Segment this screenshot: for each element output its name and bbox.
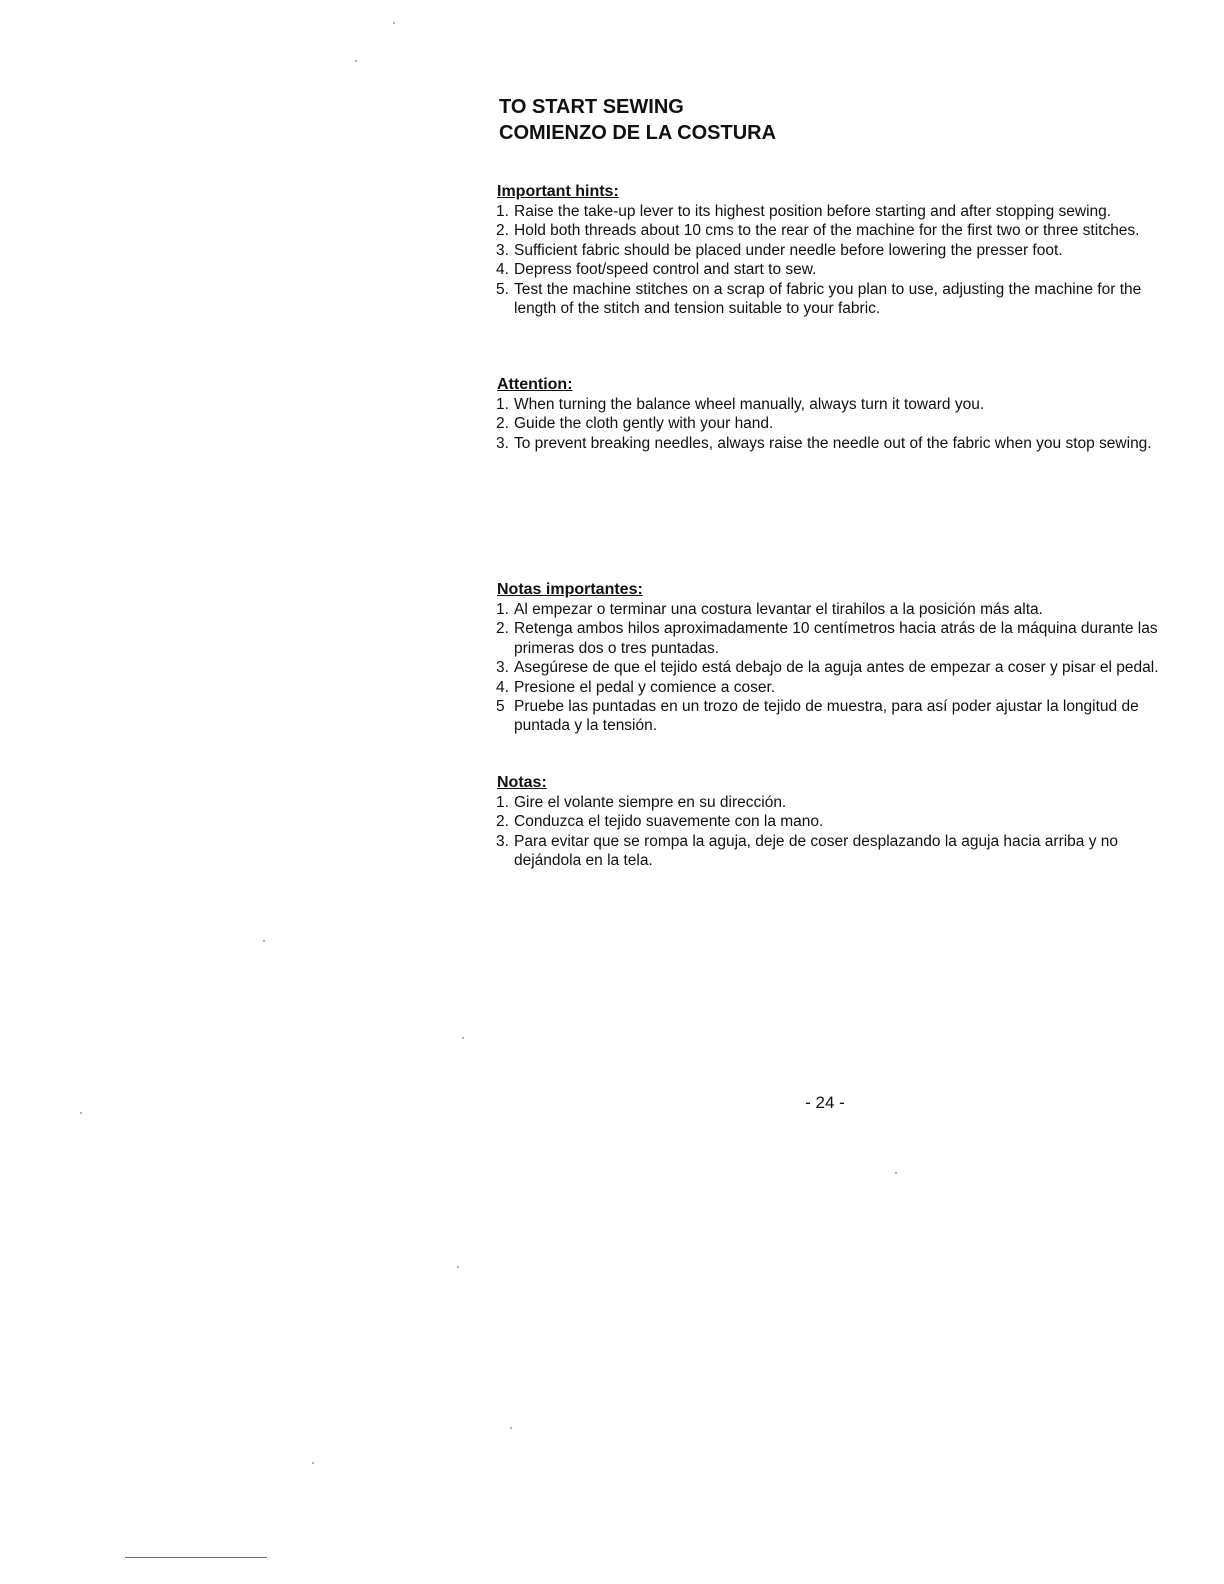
scan-speck: [462, 1037, 464, 1039]
section-heading: Notas importantes:: [497, 581, 643, 598]
item-text: Al empezar o terminar una costura levantar el tirahilos a la posición más alta.: [514, 601, 1043, 618]
item-number: 3.: [496, 241, 509, 259]
item-text: Presione el pedal y comience a coser.: [514, 678, 776, 696]
scan-speck: [355, 60, 357, 62]
list-item: [496, 658, 1166, 677]
scan-speck: [312, 1462, 314, 1464]
item-text: Hold both threads about 10 cms to the rear of the machine for the first two or three stitches.: [514, 222, 1140, 240]
item-text: Pruebe las puntadas en un trozo de tejido de muestra, para así poder ajustar la longitud de puntada y la tensión.: [514, 698, 1139, 735]
list-item: [496, 832, 1166, 871]
list-item: [496, 619, 1166, 658]
item-text: To prevent breaking needles, always raise the needle out of the fabric when you stop sewing.: [514, 434, 1152, 452]
list-item: [496, 221, 1166, 240]
item-text: Depress foot/speed control and start to sew.: [514, 261, 817, 279]
section-heading: Important hints:: [497, 183, 619, 200]
list-item: [496, 414, 1166, 433]
list-item: [496, 241, 1166, 260]
page-title-spanish: COMIENZO DE LA COSTURA: [499, 122, 777, 144]
list-item: [496, 697, 1166, 736]
attention-list: [496, 395, 1166, 453]
list-item: [496, 434, 1166, 453]
item-number: 2.: [496, 222, 509, 240]
list-item: [496, 280, 1166, 319]
scan-speck: [457, 1266, 459, 1268]
list-item: [496, 812, 1166, 831]
item-number: 5.: [496, 280, 509, 298]
page-number: [0, 1093, 1224, 1113]
list-item: [496, 395, 1166, 414]
section-heading: Attention:: [497, 376, 573, 393]
item-number: 1.: [496, 396, 509, 413]
item-text: Guide the cloth gently with your hand.: [514, 415, 774, 433]
item-number: 1.: [496, 203, 509, 220]
section-notas: [496, 773, 1166, 871]
section-heading: Notas:: [497, 774, 547, 791]
hint-list: [496, 202, 1166, 318]
item-text: Test the machine stitches on a scrap of fabric you plan to use, adjusting the machine for the length of the stitch and tension suitable to your fabric.: [514, 280, 1142, 318]
item-number: 4.: [496, 261, 509, 279]
page-title-english: TO START SEWING: [499, 96, 684, 118]
item-text: Sufficient fabric should be placed under needle before lowering the presser foot.: [514, 241, 1063, 259]
scan-speck: [510, 1427, 512, 1429]
item-text: Retenga ambos hilos aproximadamente 10 centímetros hacia atrás de la máquina durante las primeras dos o tres puntadas.: [514, 620, 1158, 657]
item-text: When turning the balance wheel manually, always turn it toward you.: [514, 396, 985, 413]
scan-speck: [80, 1112, 82, 1114]
notas-list: [496, 793, 1166, 871]
item-number: 1.: [496, 601, 509, 618]
list-item: [496, 260, 1166, 279]
item-text: Para evitar que se rompa la aguja, deje de coser desplazando la aguja hacia arriba y no dejándola en la tela.: [514, 832, 1119, 870]
section-important-hints: [496, 182, 1166, 318]
list-item: [496, 793, 1166, 812]
list-item: [496, 202, 1166, 221]
list-item: [496, 600, 1166, 619]
item-number: 3.: [496, 659, 509, 677]
item-number: 5: [496, 698, 505, 716]
item-number: 4.: [496, 678, 509, 696]
scan-speck: [393, 22, 395, 24]
section-notas-importantes: [496, 580, 1166, 736]
page-number-text: - 24 -: [805, 1093, 845, 1112]
item-number: 2.: [496, 415, 509, 433]
item-text: Raise the take-up lever to its highest position before starting and after stopping sewing.: [514, 203, 1112, 220]
item-text: Conduzca el tejido suavemente con la mano.: [514, 813, 824, 831]
item-text: Gire el volante siempre en su dirección.: [514, 794, 787, 811]
section-attention: [496, 375, 1166, 453]
item-number: 3.: [496, 434, 509, 452]
item-number: 3.: [496, 832, 509, 850]
item-number: 1.: [496, 794, 509, 811]
item-number: 2.: [496, 813, 509, 831]
footer-rule: [125, 1557, 267, 1558]
item-number: 2.: [496, 620, 509, 638]
list-item: [496, 678, 1166, 697]
item-text: Asegúrese de que el tejido está debajo de la aguja antes de empezar a coser y pisar el pedal.: [514, 659, 1159, 677]
scan-speck: [263, 940, 265, 942]
notas-importantes-list: [496, 600, 1166, 736]
scan-speck: [895, 1172, 897, 1174]
